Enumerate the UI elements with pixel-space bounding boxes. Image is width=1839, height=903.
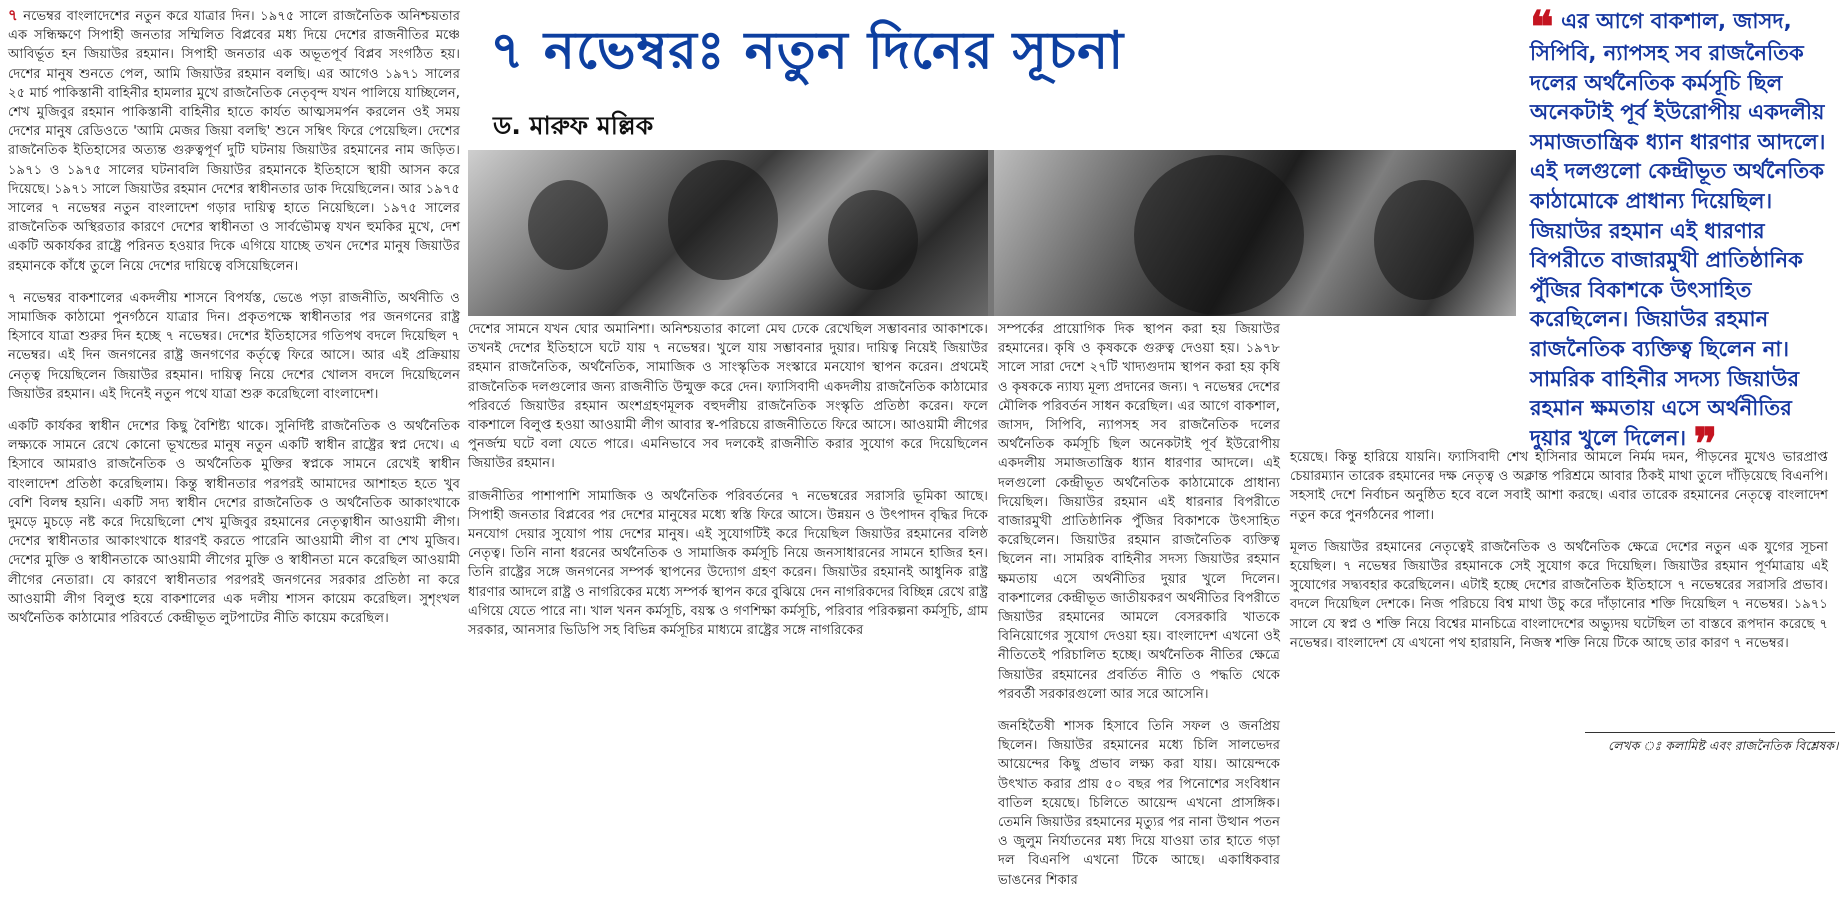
col1-paragraph-1: ৭ নভেম্বর বাংলাদেশের নতুন করে যাত্রার দিন। ১৯৭৫ সালে রাজনৈতিক অনিশ্চয়তার এক সন্ধিক্ষণে সিপাহী জনতার সম্মিলিত বিপ্লবের মধ্য দিয়ে দেশের রাজনীতির মঞ্চে আবির্ভূত হন জিয়াউর রহমান। সিপাহী জনতার এক অভূতপূর্ব বিপ্লব সংগঠিত হয়। দেশের মানুষ শুনতে পেল, আমি জিয়াউর রহমান বলছি। এর আগেও ১৯৭১ সালের ২৫ মার্চ পাকিস্তানী বাহিনীর হামলার মুখে রাজনৈতিক নেতৃবৃন্দ যখন পালিয়ে যাচ্ছিলেন, শেখ মুজিবুর রহমান পাকিস্তানী বাহিনীর হাতে কার্যত আত্মসমর্পন করলেন ওই সময় দেশের মানুষ রেডিওতে 'আমি মেজর জিয়া বলছি' শুনে সম্বিৎ ফিরে পেয়েছিল। দেশের রাজনৈতিক ইতিহাসের অত্যন্ত গুরুত্বপূর্ণ দুটি ঘটনায় জিয়াউর রহমানের নাম জড়িত। ১৯৭১ ও ১৯৭৫ সালের ঘটনাবলি জিয়াউর রহমানকে ইতিহাসে স্থায়ী আসন করে দিয়েছে। ১৯৭১ সালে জিয়াউর রহমান দেশের স্বাধীনতার ডাক দিয়েছিলেন। আর ১৯৭৫ সালের ৭ নভেম্বর নতুন বাংলাদেশ গড়ার দায়িত্ব হাতে নিয়েছিলে। ১৯৭৫ সালের রাজনৈতিক অস্থিরতার কারণে দেশের স্বাধীনতা ও সার্বভৌমত্ব যখন হুমকির মুখে, দেশ একটি অকার্যকর রাষ্ট্রে পরিনত হওয়ার দিকে এগিয়ে যাচ্ছে তখন দেশের মানুষ জিয়াউর রহমানকে কাঁধে তুলে নিয়ে দেশের দায়িত্বে বসিয়েছিলেন। (8, 6, 460, 274)
news-photo-portrait (994, 150, 1516, 316)
photo-strip (468, 150, 1516, 316)
col2-paragraph-1: দেশের সামনে যখন ঘোর অমানিশা। অনিশ্চয়তার কালো মেঘ ঢেকে রেখেছিল সম্ভাবনার আকাশকে। তখনই দেশের ইতিহাসে ঘটে যায় ৭ নভেম্বর। খুলে যায় সম্ভাবনার দুয়ার। দায়িত্ব নিয়েই জিয়াউর রহমান রাজনৈতিক, অর্থনৈতিক, সামাজিক ও সাংস্কৃতিক সংস্কারে মনযোগ স্থাপন করেন। প্রথমেই রাজনৈতিক দলগুলোর জন্য রাজনীতি উন্মুক্ত করে দেন। ফ্যাসিবাদী একদলীয় রাজনৈতিক কাঠামোর পরিবর্তে জিয়াউর রহমান অংশগ্রহণমূলক বহুদলীয় রাজনৈতিক সংস্কৃতি প্রতিষ্ঠা করেন। ফলে বাকশালে বিলুপ্ত হওয়া আওয়ামী লীগ আবার স্ব-পরিচয়ে রাজনীতিতে ফিরে আসে। আওয়ামী লীগের পুনর্জন্ম ঘটে বলা যেতে পারে। এমনিভাবে সব দলকেই রাজনীতি করার সুযোগ করে দিয়েছিলেন জিয়াউর রহমান। (468, 322, 988, 472)
news-photo-crowd (468, 150, 988, 316)
open-quote-icon: ❝ (1530, 2, 1554, 53)
article-column-3 (998, 320, 1280, 903)
article-column-4 (1290, 448, 1828, 666)
article-column-1 (8, 6, 460, 641)
pull-quote-text: এর আগে বাকশাল, জাসদ, সিপিবি, ন্যাপসহ সব রাজনৈতিক দলের অর্থনৈতিক কর্মসূচি ছিল অনেকটাই পূর্ব ইউরোপীয় একদলীয় সমাজতান্ত্রিক ধ্যান ধারণার আদলে। এই দলগুলো কেন্দ্রীভূত অর্থনৈতিক কাঠামোকে প্রাধান্য দিয়েছিল। জিয়াউর রহমান এই ধারণার বিপরীতে বাজারমুখী প্রাতিষ্ঠানিক পুঁজির বিকাশকে উৎসাহিত করেছিলেন। জিয়াউর রহমান রাজনৈতিক ব্যক্তিত্ব ছিলেন না। সামরিক বাহিনীর সদস্য জিয়াউর রহমান ক্ষমতায় এসে অর্থনীতির দুয়ার খুলে দিলেন। (1530, 8, 1826, 450)
author-byline: ড. মারুফ মল্লিক (493, 111, 654, 140)
article-column-2 (468, 320, 988, 653)
col1-paragraph-3: একটি কার্যকর স্বাধীন দেশের কিছু বৈশিষ্ট্য থাকে। সুনির্দিষ্ট রাজনৈতিক ও অর্থনৈতিক লক্ষ্যকে সামনে রেখে কোনো ভূখন্ডের মানুষ নতুন একটি স্বাধীন রাষ্ট্রের স্বপ্ন দেখে। এ হিসাবে আমরাও রাজনৈতিক ও অর্থনৈতিক মুক্তির স্বপ্নকে সামনে রেখেই স্বাধীন বাংলাদেশ প্রতিষ্ঠা করেছিলাম। কিন্তু স্বাধীনতার পরপরই আমাদের আশাহত হতে খুব বেশি বিলম্ব হয়নি। একটি সদ্য স্বাধীন দেশের রাজনৈতিক ও অর্থনৈতিক আকাংখাকে দুমড়ে মুচড়ে নষ্ট করে দিয়েছিলো শেখ মুজিবুর রহমানের নেতৃত্বাধীন আওয়ামী লীগ। দেশের স্বাধীনতার আকাংখাকে ধারণই করতে পারেনি আওয়ামী লীগ বা শেখ মুজিব। দেশের মুক্তি ও স্বাধীনতাকে আওয়ামী লীগের মুক্তি ও স্বাধীনতা মনে করেছিল আওয়ামী লীগের নেতারা। যে কারণে স্বাধীনতার পরপরই জনগনের সরকার প্রতিষ্ঠা না করে আওয়ামী লীগ বিলুপ্ত হয়ে বাকশালের এক দলীয় শাসন কায়েম করেছিল। সুশৃংখল অর্থনৈতিক কাঠামোর পরিবর্তে কেন্দ্রীভূত লুটপাটের নীতি কায়েম করেছিল। (8, 419, 460, 627)
close-quote-icon: ❞ (1693, 418, 1718, 470)
credit-divider (1585, 732, 1835, 733)
col1-paragraph-2: ৭ নভেম্বর বাকশালের একদলীয় শাসনে বিপর্যস্ত, ভেঙে পড়া রাজনীতি, অর্থনীতি ও সামাজিক কাঠামো পুনর্গঠনে যাত্রার দিন। প্রকৃতপক্ষে স্বাধীনতার পর জনগনের রাষ্ট্র হিসাবে যাত্রা শুরুর দিন হচ্ছে ৭ নভেম্বর। দেশের ইতিহাসের গতিপথ বদলে দিয়েছিল ৭ নভেম্বর। এই দিন জনগনের রাষ্ট্র জনগণের কর্তৃত্বে ফিরে আসে। আর এই প্রক্রিয়ায় নেতৃত্ব দিয়েছিলেন জিয়াউর রহমান। দায়িত্ব নিয়ে দেশের খোলস বদলে দিয়েছিলেন জিয়াউর রহমান। এই দিনেই নতুন পথে যাত্রা শুরু করেছিলো বাংলাদেশ। (8, 290, 460, 402)
col2-paragraph-2: রাজনীতির পাশাপাশি সামাজিক ও অর্থনৈতিক পরিবর্তনের ৭ নভেম্বরের সরাসরি ভূমিকা আছে। সিপাহী জনতার বিপ্লবের পর দেশের মানুষের মধ্যে স্বস্তি ফিরে আসে। উন্নয়ন ও উৎপাদন বৃদ্ধির দিকে মনযোগ দেয়ার সুযোগ পায় দেশের মানুষ। এই সুযোগটিই করে দিয়েছিল জিয়াউর রহমানের বলিষ্ঠ নেতৃত্ব। তিনি নানা ধরনের অর্থনৈতিক ও সামাজিক কর্মসূচি নিয়ে জনসাধারনের সামনে হাজির হন। তিনি রাষ্ট্রের সঙ্গে জনগনের সম্পর্ক স্থাপনের উদ্যোগ গ্রহণ করেন। জিয়াউর রহমানই আধুনিক রাষ্ট্র ধারণার আদলে রাষ্ট্র ও নাগরিকের মধ্যে সম্পর্ক স্থাপন করে বুঝিয়ে দেন নাগরিকদের বিচ্ছিন্ন রেখে রাষ্ট্র এগিয়ে যেতে পারে না। খাল খনন কর্মসূচি, বয়স্ক ও গণশিক্ষা কর্মসূচি, পরিবার পরিকল্পনা কর্মসূচি, গ্রাম সরকার, আনসার ভিডিপি সহ বিভিন্ন কর্মসূচির মাধ্যমে রাষ্ট্রের সঙ্গে নাগরিকের (468, 488, 988, 639)
col3-paragraph-1: সম্পর্কের প্রায়োগিক দিক স্থাপন করা হয় জিয়াউর রহমানের। কৃষি ও কৃষককে গুরুত্ব দেওয়া হয়। ১৯৭৮ সালে সারা দেশে ২৭টি খাদ্যগুদাম স্থাপন করা হয় কৃষি ও কৃষককে ন্যায্য মূল্য প্রদানের জন্য। ৭ নভেম্বর দেশের মৌলিক পরিবর্তন সাধন করেছিল। এর আগে বাকশাল, জাসদ, সিপিবি, ন্যাপসহ সব রাজনৈতিক দলের অর্থনৈতিক কর্মসূচি ছিল অনেকটাই পূর্ব ইউরোপীয় একদলীয় সমাজতান্ত্রিক ধ্যান ধারণার আদলে। এই দলগুলো কেন্দ্রীভূত অর্থনৈতিক কাঠামোকে প্রাধান্য দিয়েছিল। জিয়াউর রহমান এই ধারনার বিপরীতে বাজারমুখী প্রাতিষ্ঠানিক পুঁজির বিকাশকে উৎসাহিত করেছিলেন। জিয়াউর রহমান রাজনৈতিক ব্যক্তিত্ব ছিলেন না। সামরিক বাহিনীর সদস্য জিয়াউর রহমান ক্ষমতায় এসে অর্থনীতির দুয়ার খুলে দিলেন। বাকশালের কেন্দ্রীভূত জাতীয়করণ অর্থনীতির বিপরীতে জিয়াউর রহমানের আমলে বেসরকারি খাতকে বিনিয়োগের সুযোগ দেওয়া হয়। বাংলাদেশ এখনো ওই নীতিতেই পরিচালিত হচ্ছে। অর্থনৈতিক নীতির ক্ষেত্রে জিয়াউর রহমানের প্রবর্তিত নীতি ও পদ্ধতি থেকে পরবর্তী সরকারগুলো আর সরে আসেনি। (998, 322, 1280, 702)
author-credit: লেখক ঃ কলামিষ্ট এবং রাজনৈতিক বিশ্লেষক। (1608, 738, 1839, 753)
article-headline: ৭ নভেম্বরঃ নতুন দিনের সূচনা (490, 20, 1125, 81)
drop-cap: ৭ (8, 6, 18, 24)
col3-paragraph-2: জনহিতৈষী শাসক হিসাবে তিনি সফল ও জনপ্রিয় ছিলেন। জিয়াউর রহমানের মধ্যে চিলি সালভেদর আয়েন্দের কিছু প্রভাব লক্ষ্য করা যায়। আয়েন্দকে উৎখাত করার প্রায় ৫০ বছর পর পিনোশের সংবিধান বাতিল হয়েছে। চিলিতে আয়েন্দ এখনো প্রাসঙ্গিক। তেমনি জিয়াউর রহমানের মৃত্যুর পর নানা উত্থান পতন ও জুলুম নির্যাতনের মধ্য দিয়ে যাওয়া তার হাতে গড়া দল বিএনপি এখনো টিকে আছে। একাধিকবার ভাঙনের শিকার (998, 719, 1280, 888)
col4-paragraph-1: হয়েছে। কিন্তু হারিয়ে যায়নি। ফ্যাসিবাদী শেখ হাসিনার আমলে নির্মম দমন, পীড়নের মুখেও ভারপ্রাপ্ত চেয়ারম্যান তারেক রহমানের দক্ষ নেতৃত্ব ও অক্লান্ত পরিশ্রমে আবার ঠিকই মাথা তুলে দাঁড়িয়েছে বিএনপি। সহসাই দেশে নির্বাচন অনুষ্ঠিত হবে বলে সবাই আশা করছে। এবার তারেক রহমানের নেতৃত্বে বাংলাদেশ নতুন করে পুনর্গঠনের পালা। (1290, 450, 1828, 523)
pull-quote (1530, 2, 1830, 470)
col4-paragraph-2: মূলত জিয়াউর রহমানের নেতৃত্বেই রাজনৈতিক ও অর্থনৈতিক ক্ষেত্রে দেশের নতুন এক যুগের সূচনা হয়েছিল। ৭ নভেম্বর জিয়াউর রহমানকে সেই সুযোগ করে দিয়েছিল। জিয়াউর রহমান পূর্ণমাত্রায় এই সুযোগের সদ্ব্যবহার করেছিলেন। এটাই হচ্ছে দেশের রাজনৈতিক ইতিহাসে ৭ নভেম্বরের সরাসরি প্রভাব। বদলে দিয়েছিল দেশকে। নিজ পরিচয়ে বিশ্ব মাথা উচু করে দাঁড়ানোর শক্তি দিয়েছিল ৭ নভেম্বর। ১৯৭১ সালে যে স্বপ্ন ও শক্তি নিয়ে বিশ্বের মানচিত্রে বাংলাদেশের অভ্যুদয় ঘটেছিল তা বাস্তবে রূপদান করেছে ৭ নভেম্বর। বাংলাদেশ যে এখনো পথ হারায়নি, নিজস্ব শক্তি নিয়ে টিকে আছে তার কারণ ৭ নভেম্বর। (1290, 539, 1828, 651)
